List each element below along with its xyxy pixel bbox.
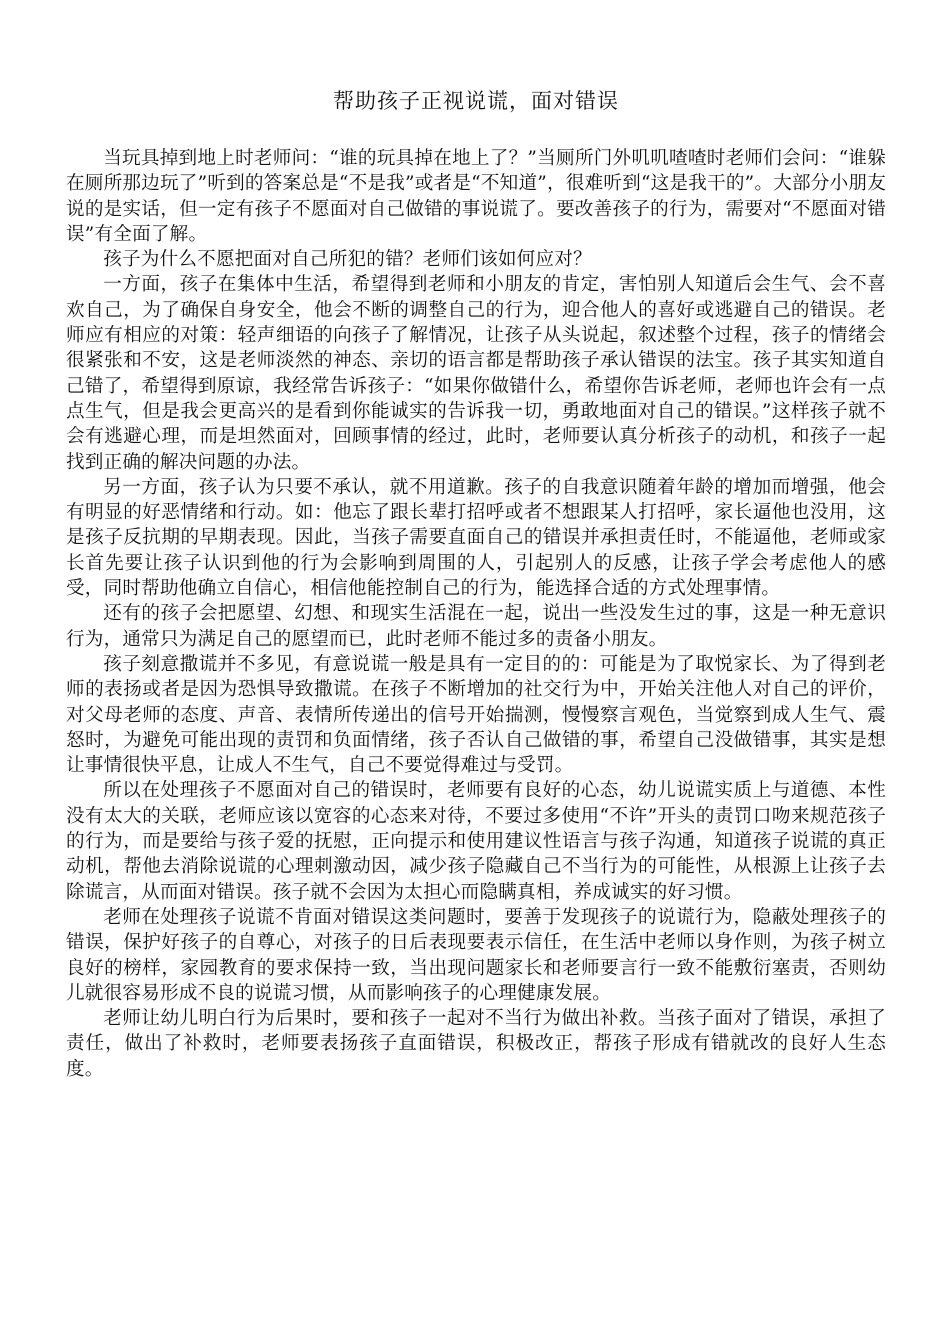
paragraph-9: 老师让幼儿明白行为后果时，要和孩子一起对不当行为做出补救。当孩子面对了错误，承担了责任，做出了补救时，老师要表扬孩子直面错误，积极改正，帮孩子形成有错就改的良好人生态度。 [66,1008,886,1080]
document-title: 帮助孩子正视说谎，面对错误 [333,89,619,113]
paragraph-6: 孩子刻意撒谎并不多见，有意说谎一般是具有一定目的的：可能是为了取悦家长、为了得到老师的表扬或者是因为恐惧导致撒谎。在孩子不断增加的社交行为中，开始关注他人对自己的评价，对父母老师的态度、声音、表情所传递出的信号开始揣测，慢慢察言观色，当觉察到成人生气、震怒时，为避免可能出现的责罚和负面情绪，孩子否认自己做错的事，希望自己没做错事，其实是想让事情很快平息，让成人不生气，自己不要觉得难过与受罚。 [66,653,886,777]
paragraph-3: 一方面，孩子在集体中生活，希望得到老师和小朋友的肯定，害怕别人知道后会生气、会不喜欢自己，为了确保自身安全，他会不断的调整自己的行为，迎合他人的喜好或逃避自己的错误。老师应有相应的对策：轻声细语的向孩子了解情况，让孩子从头说起，叙述整个过程，孩子的情绪会很紧张和不安，这是老师淡然的神态、亲切的语言都是帮助孩子承认错误的法宝。孩子其实知道自己错了，希望得到原谅，我经常告诉孩子：“如果你做错什么，希望你告诉老师，老师也许会有一点点生气，但是我会更高兴的是看到你能诚实的告诉我一切，勇敢地面对自己的错误。”这样孩子就不会有逃避心理，而是坦然面对，回顾事情的经过，此时，老师要认真分析孩子的动机，和孩子一起找到正确的解决问题的办法。 [66,274,886,473]
paragraph-2: 孩子为什么不愿把面对自己所犯的错？老师们该如何应对？ [103,249,592,271]
paragraph-1: 当玩具掉到地上时老师问：“谁的玩具掉在地上了？”当厕所门外叽叽喳喳时老师们会问：“谁躲在厕所那边玩了”听到的答案总是“不是我”或者是“不知道”，很难听到“这是我干的”。大部分小朋友说的是实话，但一定有孩子不愿面对自己做错的事说谎了。要改善孩子的行为，需要对“不愿面对错误”有全面了解。 [66,148,886,245]
paragraph-5: 还有的孩子会把愿望、幻想、和现实生活混在一起，说出一些没发生过的事，这是一种无意识行为，通常只为满足自己的愿望而已，此时老师不能过多的责备小朋友。 [66,603,886,650]
paragraph-8: 老师在处理孩子说谎不肯面对错误这类问题时，要善于发现孩子的说谎行为，隐蔽处理孩子的错误，保护好孩子的自尊心，对孩子的日后表现要表示信任，在生活中老师以身作则，为孩子树立良好的榜样，家园教育的要求保持一致，当出现问题家长和老师要言行一致不能敷衍塞责，否则幼儿就很容易形成不良的说谎习惯，从而影响孩子的心理健康发展。 [66,906,886,1004]
paragraph-7: 所以在处理孩子不愿面对自己的错误时，老师要有良好的心态，幼儿说谎实质上与道德、本性没有太大的关联，老师应该以宽容的心态来对待，不要过多使用“不许”开头的责罚口吻来规范孩子的行为，而是要给与孩子爱的抚慰，正向提示和使用建议性语言与孩子沟通，知道孩子说谎的真正动机，帮他去消除说谎的心理刺激动因，减少孩子隐藏自己不当行为的可能性，从根源上让孩子去除谎言，从而面对错误。孩子就不会因为太担心而隐瞒真相，养成诚实的好习惯。 [66,780,886,903]
paragraph-4: 另一方面，孩子认为只要不承认，就不用道歉。孩子的自我意识随着年龄的增加而增强，他会有明显的好恶情绪和行动。如：他忘了跟长辈打招呼或者不想跟某人打招呼，家长逼他也没用，这是孩子反抗期的早期表现。因此，当孩子需要直面自己的错误并承担责任时，不能逼他，老师或家长首先要让孩子认识到他的行为会影响到周围的人，引起别人的反感，让孩子学会考虑他人的感受，同时帮助他确立自信心，相信他能控制自己的行为，能选择合适的方式处理事情。 [66,476,886,600]
document-body [66,146,886,1082]
